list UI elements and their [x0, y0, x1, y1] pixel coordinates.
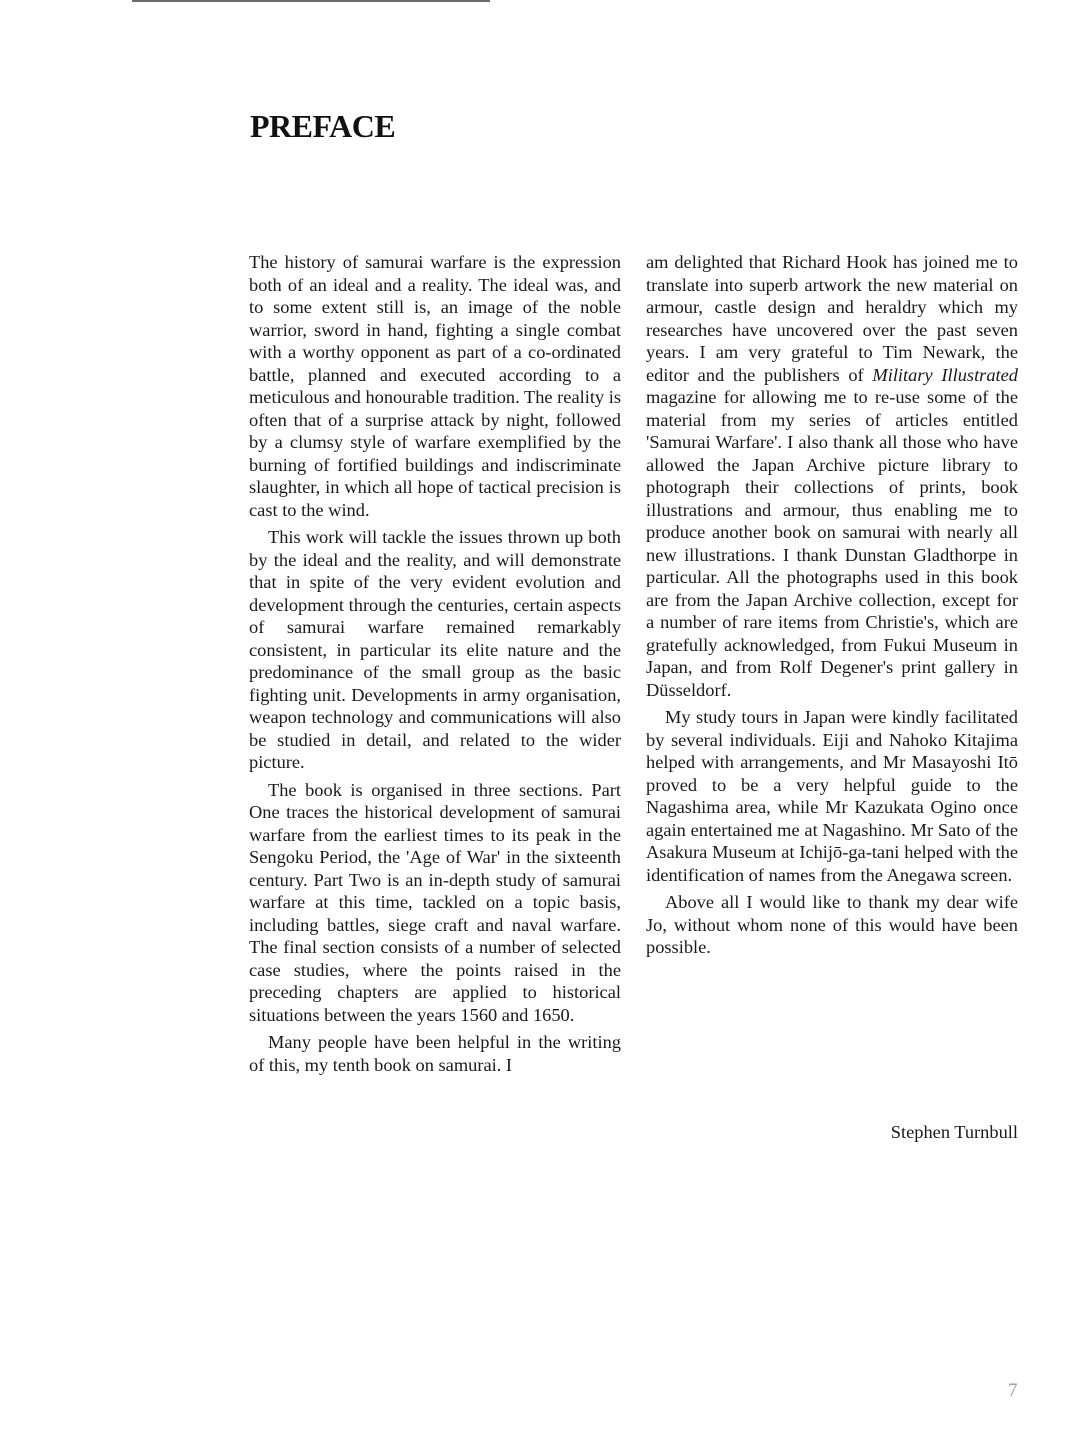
text-run: am delighted that Richard Hook has joined me to translate into superb artwork the new material on armour, castle design and heraldry which my researches have uncovered over the past seven years. I am very grateful to Tim Newark, the editor and the publishers of	[646, 252, 1018, 385]
right-column	[646, 251, 1018, 964]
text-run: magazine for allowing me to re-use some of the material from my series of articles entitled 'Samurai Warfare'. I also thank all those who have allowed the Japan Archive picture library to photograph their collections of prints, book illustrations and armour, thus enabling me to produce another book on samurai with nearly all new illustrations. I thank Dunstan Gladthorpe in particular. All the photographs used in this book are from the Japan Archive collection, except for a number of rare items from Christie's, which are gratefully acknowledged, from Fukui Museum in Japan, and from Rolf Degener's print gallery in Düsseldorf.	[646, 387, 1018, 700]
left-column	[249, 251, 621, 1081]
paragraph-1: The history of samurai warfare is the expression both of an ideal and a reality. The ideal was, and to some extent still is, an image of the noble warrior, sword in hand, fighting a single combat with a worthy opponent as part of a co-ordinated battle, planned and executed according to a meticulous and honourable tradition. The reality is often that of a surprise attack by night, followed by a clumsy style of warfare exemplified by the burning of fortified buildings and indiscriminate slaughter, in which all hope of tactical precision is cast to the wind.	[249, 252, 621, 520]
paragraph-5: My study tours in Japan were kindly facilitated by several individuals. Eiji and Nahoko Kitajima helped with arrangements, and Mr Masayoshi Itō proved to be a very helpful guide to the Nagashima area, while Mr Kazukata Ogino once again entertained me at Nagashino. Mr Sato of the Asakura Museum at Ichijō-ga-tani helped with the identification of names from the Anegawa screen.	[646, 707, 1018, 885]
paragraph-2: This work will tackle the issues thrown up both by the ideal and the reality, and will demonstrate that in spite of the very evident evolution and development through the centuries, certain aspects of samurai warfare remained remarkably consistent, in particular its elite nature and the predominance of the small group as the basic fighting unit. Developments in army organisation, weapon technology and communications will also be studied in detail, and related to the wider picture.	[249, 527, 621, 772]
paragraph-3: The book is organised in three sections. Part One traces the historical development of samurai warfare from the earliest times to its peak in the Sengoku Period, the 'Age of War' in the sixteenth century. Part Two is an in-depth study of samurai warfare at this time, tackled on a topic basis, including battles, siege craft and naval warfare. The final section consists of a number of selected case studies, where the points raised in the preceding chapters are applied to historical situations between the years 1560 and 1650.	[249, 779, 621, 1025]
paragraph-4-start: Many people have been helpful in the writing of this, my tenth book on samurai. I	[249, 1032, 621, 1075]
page-number: 7	[1008, 1380, 1018, 1401]
top-rule	[132, 0, 490, 2]
page-title: PREFACE	[250, 108, 396, 144]
magazine-title: Military Illustrated	[872, 364, 1018, 385]
paragraph-4-continued	[646, 251, 1018, 701]
paragraph-6: Above all I would like to thank my dear wife Jo, without whom none of this would have been possible.	[646, 892, 1018, 957]
author-signature: Stephen Turnbull	[890, 1122, 1018, 1142]
